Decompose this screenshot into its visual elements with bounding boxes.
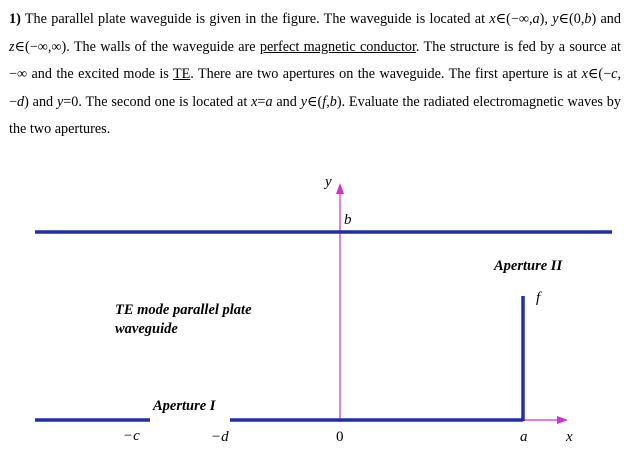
problem-text-run: TE: [172, 66, 191, 83]
problem-text-run: d: [17, 93, 25, 110]
f-label: f: [536, 290, 541, 306]
problem-text-run: y: [552, 11, 559, 27]
problem-text-run: =0. The second one is located at: [63, 93, 252, 110]
problem-text-run: ),: [539, 11, 553, 27]
neg-d-label: −d: [211, 429, 229, 445]
aperture-2-label: Aperture II: [494, 258, 563, 274]
problem-text-run: . The structure is fed by a source at −∞ and the excited mode is: [9, 38, 621, 83]
problem-text-run: ,: [326, 93, 330, 110]
problem-text-run: ∈(−: [587, 66, 612, 83]
problem-text-run: perfect magnetic conductor: [259, 38, 416, 55]
y-axis-label: y: [325, 174, 332, 190]
problem-text-run: a: [265, 93, 273, 110]
y-axis-arrowhead: [336, 183, 344, 194]
problem-text-run: ∈(−∞,: [495, 11, 533, 27]
waveguide-label-line2: waveguide: [115, 321, 178, 337]
problem-text-run: z: [9, 38, 15, 55]
a-label: a: [520, 429, 528, 445]
problem-text-run: The parallel plate waveguide is given in the figure. The waveguide is located at: [20, 11, 490, 27]
aperture-1-label: Aperture I: [153, 398, 216, 414]
problem-text-run: ∈(0,: [558, 11, 585, 27]
problem-text-run: y: [300, 93, 307, 110]
problem-number: 1): [9, 11, 21, 27]
problem-text-run: ). Evaluate the radiated electromagnetic waves by the two apertures.: [9, 93, 621, 138]
problem-text-run: b: [329, 93, 337, 110]
problem-text-run: b: [584, 11, 592, 27]
problem-text-run: x: [581, 66, 588, 83]
problem-text-run: f: [322, 93, 327, 110]
x-axis-label: x: [566, 429, 573, 445]
origin-label: 0: [336, 429, 344, 445]
problem-text-run: =: [257, 93, 266, 110]
problem-text-run: x: [251, 93, 258, 110]
waveguide-label-line1: TE mode parallel plate: [115, 302, 252, 318]
problem-text-run: . There are two apertures on the waveguide. The first aperture is at: [190, 66, 582, 83]
x-axis-arrowhead: [557, 416, 568, 424]
problem-text-run: ∈(−∞,∞). The walls of the waveguide are: [14, 38, 260, 55]
problem-text-run: x: [489, 11, 496, 27]
problem-text-run: and: [272, 93, 301, 110]
problem-text-run: a: [532, 11, 540, 27]
problem-text-run: y: [56, 93, 64, 110]
b-label: b: [344, 212, 352, 228]
problem-text-run: ) and: [591, 11, 621, 27]
problem-text-run: c: [611, 66, 618, 83]
problem-text-run: ) and: [24, 93, 57, 110]
neg-c-label: −c: [123, 428, 140, 444]
problem-text-run: ∈(: [307, 93, 323, 110]
problem-text-run: ,−: [9, 66, 621, 110]
